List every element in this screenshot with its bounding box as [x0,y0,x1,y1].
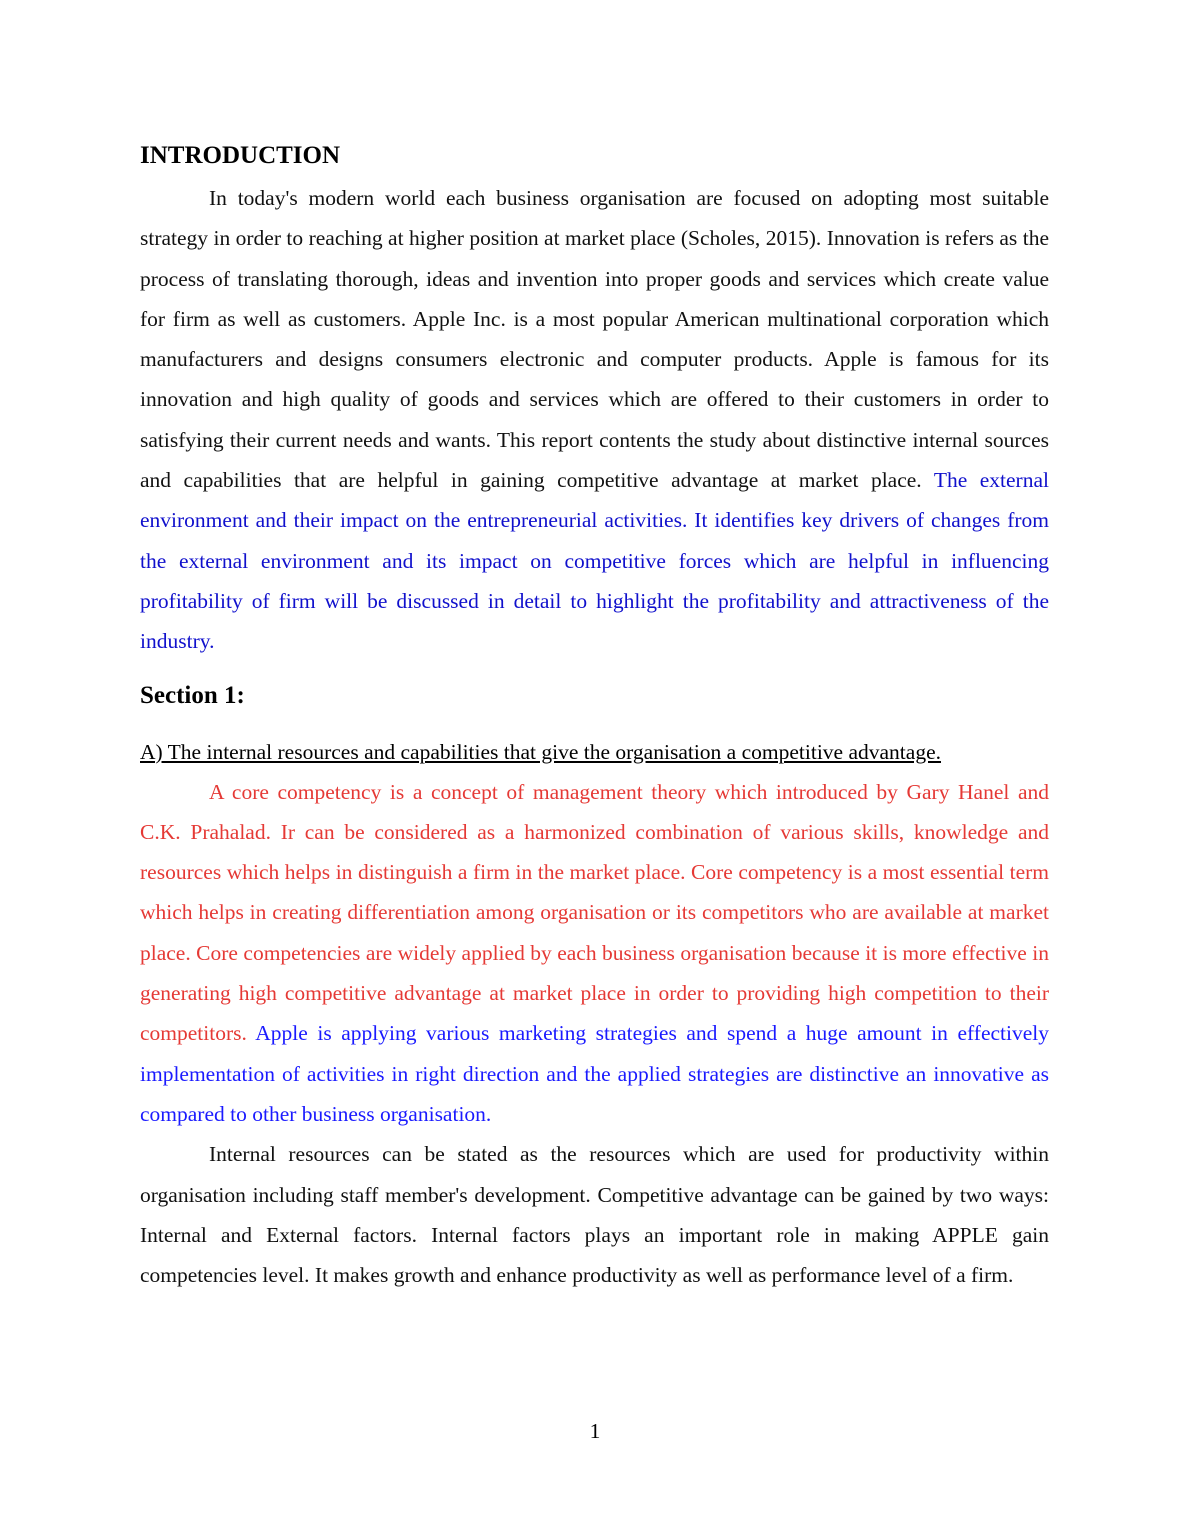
introduction-text: In today's modern world each business organisation are focused on adopting most suitable strategy in order to reaching at higher position at market place (Scholes, 2015). Innovation is refers as the process of translating thorough, ideas and invention into proper goods and services which create value for firm as well as customers. Apple Inc. is a most popular American multinational corporation which manufacturers and designs consumers electronic and computer products. Apple is famous for its innovation and high quality of goods and services which are offered to their customers in order to satisfying their current needs and wants. This report contents the study about distinctive internal sources and capabilities that are helpful in gaining competitive advantage at market place. [140,186,1049,493]
core-competency-highlighted-text: Apple is applying various marketing strategies and spend a huge amount in effectively implementation of activities in right direction and the applied strategies are distinctive an innovative as compared to other business organisation. [140,1021,1049,1126]
section-1-heading: Section 1: [140,681,245,709]
introduction-heading: INTRODUCTION [140,142,341,169]
introduction-paragraph [140,178,1049,662]
core-competency-text: A core competency is a concept of management theory which introduced by Gary Hanel and C.K. Prahalad. Ir can be considered as a harmonized combination of various skills, knowledge and resources which helps in distinguish a firm in the market place. Core competency is a most essential term which helps in creating differentiation among organisation or its competitors who are available at market place. Core competencies are widely applied by each business organisation because it is more effective in generating high competitive advantage at market place in order to providing high competition to their competitors. [140,779,1049,1046]
page-content [140,140,1049,1295]
section-1a-subheading: A) The internal resources and capabilities that give the organisation a competitive advantage. [140,739,941,764]
core-competency-paragraph [140,772,1049,1135]
page-number: 1 [589,1419,601,1443]
introduction-highlighted-text: The external environment and their impact on the entrepreneurial activities. It identifies key drivers of changes from the external environment and its impact on competitive forces which are helpful in influencing profitability of firm will be discussed in detail to highlight the profitability and attractiveness of the industry. [140,468,1049,654]
internal-resources-paragraph: Internal resources can be stated as the resources which are used for productivity within organisation including staff member's development. Competitive advantage can be gained by two ways: Internal and External factors. Internal factors plays an important role in making APPLE gain competencies level. It makes growth and enhance productivity as well as performance level of a firm. [140,1142,1049,1288]
